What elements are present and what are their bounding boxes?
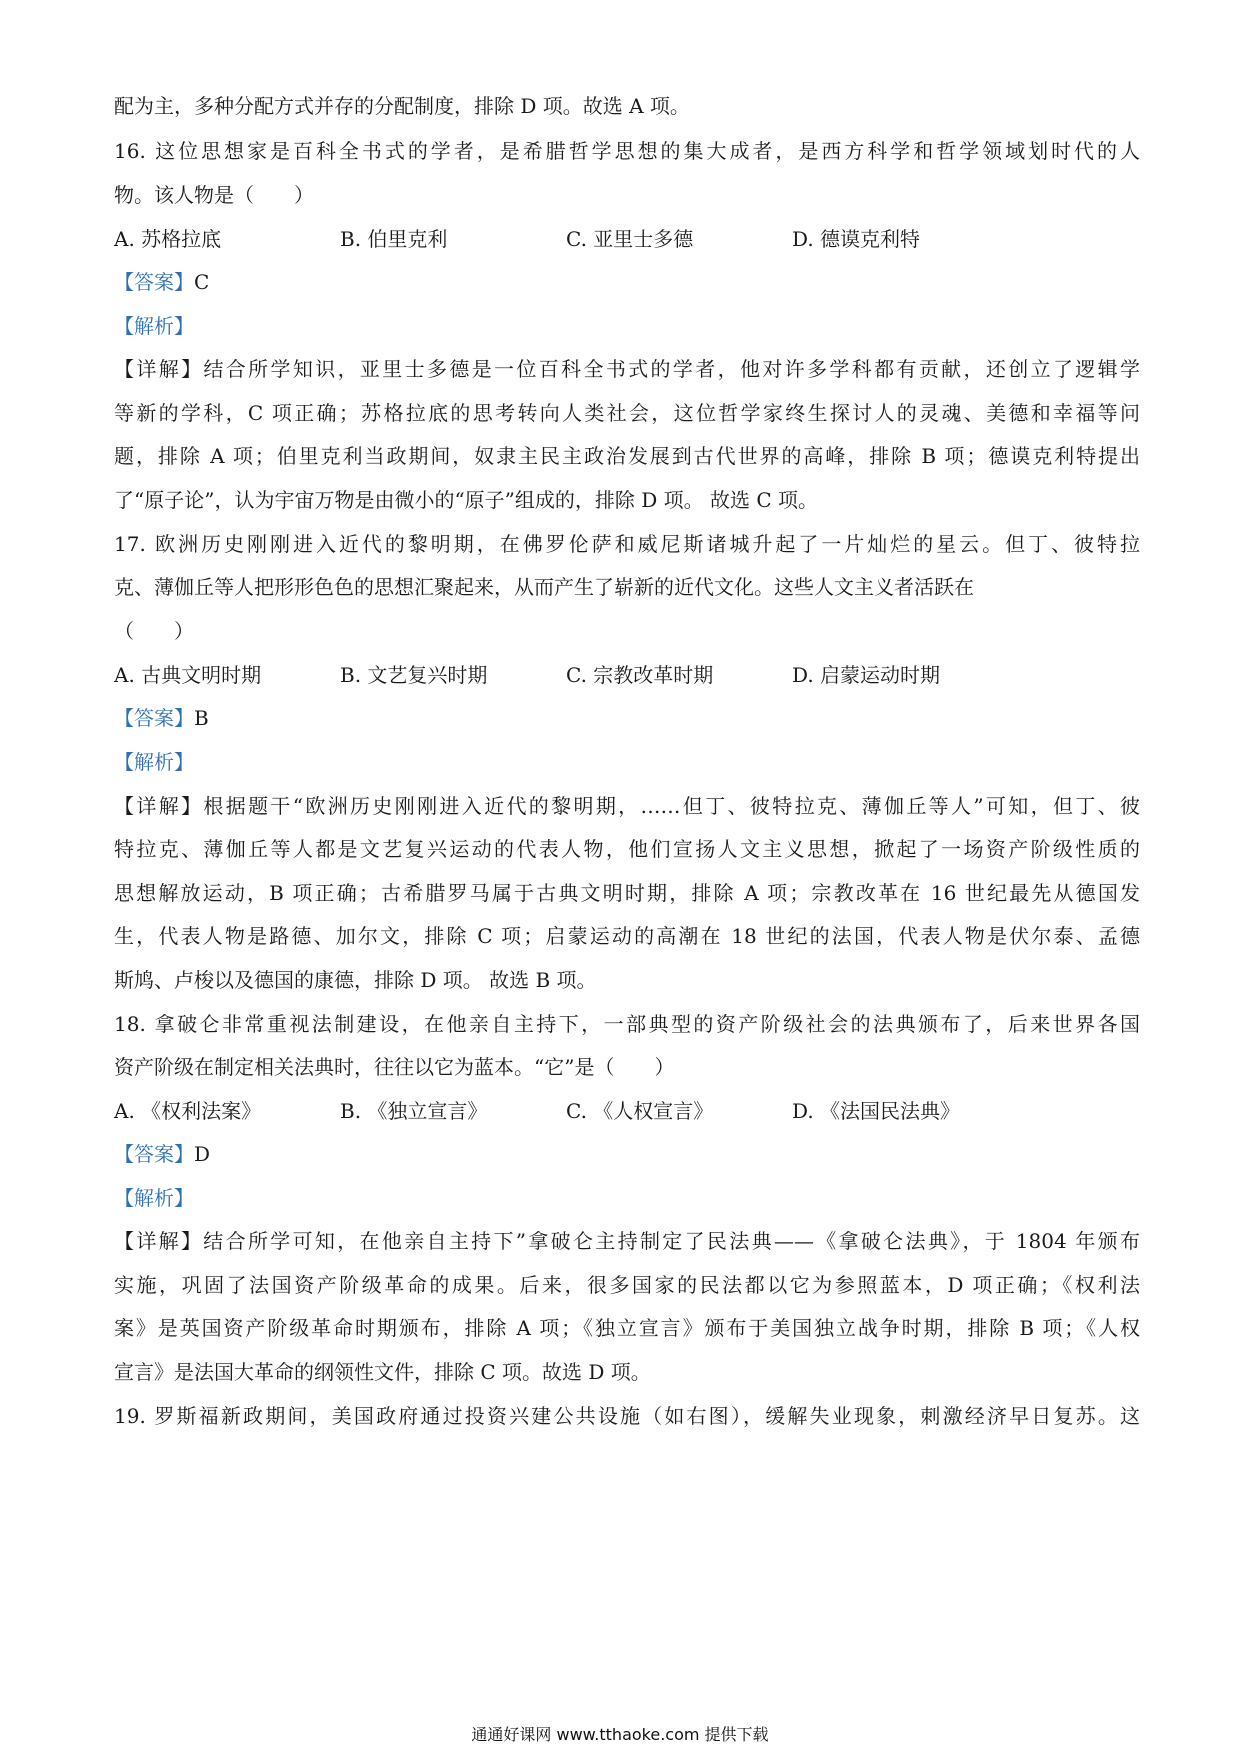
q17-detail-line-2: 特拉克、薄伽丘等人都是文艺复兴运动的代表人物，他们宣扬人文主义思想，掀起了一场资产阶级性质的 [114,837,1140,861]
q18-analysis [114,1184,1140,1212]
q18-stem-line-1: 18. 拿破仑非常重视法制建设，在他亲自主持下，一部典型的资产阶级社会的法典颁布了，后来世界各国 [114,1012,1140,1036]
analysis-label: 【解析】 [114,314,194,338]
q19-stem-line-1: 19. 罗斯福新政期间，美国政府通过投资兴建公共设施（如右图），缓解失业现象，刺激经济早日复苏。这 [114,1404,1140,1428]
q18-detail-text: 结合所学可知，在他亲自主持下”拿破仑主持制定了民法典——《拿破仑法典》，于 1804 年颁布 [203,1229,1141,1253]
q17-option-d: D. 启蒙运动时期 [792,663,941,687]
q18-option-d: D. 《法国民法典》 [792,1099,961,1123]
q16-option-d: D. 德谟克利特 [792,227,921,251]
q18-stem-line-2: 资产阶级在制定相关法典时，往往以它为蓝本。“它”是（ ） [114,1055,675,1079]
q18-option-a: A. 《权利法案》 [114,1099,262,1123]
answer-label: 【答案】 [114,706,194,730]
detail-label: 【详解】 [114,357,204,381]
q16-detail-text: 结合所学知识，亚里士多德是一位百科全书式的学者，他对许多学科都有贡献，还创立了逻辑学 [203,357,1141,381]
q16-stem-line-2: 物。该人物是（ ） [114,183,314,207]
q17-stem-line-2: 克、薄伽丘等人把形形色色的思想汇聚起来，从而产生了崭新的近代文化。这些人文主义者活跃在 [114,575,974,599]
q18-detail-line-3: 案》是英国资产阶级革命时期颁布，排除 A 项；《独立宣言》颁布于美国独立战争时期，排除 B 项；《人权 [114,1316,1140,1340]
q17-stem-line-1: 17. 欧洲历史刚刚进入近代的黎明期，在佛罗伦萨和威尼斯诸城升起了一片灿烂的星云。但丁、彼特拉 [114,532,1140,556]
q17-detail-text: 根据题干“欧洲历史刚刚进入近代的黎明期，……但丁、彼特拉克、薄伽丘等人”可知，但丁、彼 [203,794,1141,818]
q16-option-a: A. 苏格拉底 [114,227,222,251]
q18-answer [114,1140,1140,1168]
q16-option-b: B. 伯里克利 [340,227,448,251]
intro-line: 配为主，多种分配方式并存的分配制度，排除 D 项。故选 A 项。 [114,94,690,118]
q17-detail-line-3: 思想解放运动，B 项正确；古希腊罗马属于古典文明时期，排除 A 项；宗教改革在 16 世纪最先从德国发 [114,881,1140,905]
q16-detail-line-1 [114,355,1140,383]
q17-detail-line-4: 生，代表人物是路德、加尔文，排除 C 项；启蒙运动的高潮在 18 世纪的法国，代表人物是伏尔泰、孟德 [114,924,1140,948]
q16-options [114,225,1144,253]
q17-detail-line-5: 斯鸠、卢梭以及德国的康德，排除 D 项。 故选 B 项。 [114,968,597,992]
q16-answer-value: C [194,270,210,294]
q18-detail-line-4: 宣言》是法国大革命的纲领性文件，排除 C 项。故选 D 项。 [114,1360,651,1384]
q16-option-c: C. 亚里士多德 [566,227,694,251]
q16-answer [114,268,1140,296]
analysis-label: 【解析】 [114,1186,194,1210]
q18-answer-value: D [194,1142,211,1166]
q18-detail-line-2: 实施，巩固了法国资产阶级革命的成果。后来，很多国家的民法都以它为参照蓝本，D 项正确；《权利法 [114,1273,1140,1297]
q17-analysis [114,748,1140,776]
q16-analysis [114,312,1140,340]
q16-stem-line-1: 16. 这位思想家是百科全书式的学者，是希腊哲学思想的集大成者，是西方科学和哲学领域划时代的人 [114,139,1140,163]
q17-answer [114,704,1140,732]
q18-options [114,1097,1144,1125]
q17-stem-line-3: （ ） [114,619,194,643]
q17-answer-value: B [194,706,209,730]
q16-detail-line-2: 等新的学科，C 项正确；苏格拉底的思考转向人类社会，这位哲学家终生探讨人的灵魂、美德和幸福等问 [114,401,1140,425]
q17-options [114,661,1144,689]
answer-label: 【答案】 [114,270,194,294]
answer-label: 【答案】 [114,1142,194,1166]
analysis-label: 【解析】 [114,750,194,774]
page-footer: 通通好课网 www.tthaoke.com 提供下载 [471,1725,769,1744]
q17-option-a: A. 古典文明时期 [114,663,262,687]
q18-option-b: B. 《独立宣言》 [340,1099,488,1123]
q17-option-c: C. 宗教改革时期 [566,663,714,687]
q16-detail-line-3: 题，排除 A 项；伯里克利当政期间，奴隶主民主政治发展到古代世界的高峰，排除 B 项；德谟克利特提出 [114,444,1140,468]
q17-detail-line-1 [114,792,1140,820]
q18-option-c: C. 《人权宣言》 [566,1099,714,1123]
q16-detail-line-4: 了“原子论”，认为宇宙万物是由微小的“原子”组成的，排除 D 项。 故选 C 项。 [114,488,819,512]
detail-label: 【详解】 [114,794,204,818]
q18-detail-line-1 [114,1227,1140,1255]
q17-option-b: B. 文艺复兴时期 [340,663,488,687]
detail-label: 【详解】 [114,1229,204,1253]
